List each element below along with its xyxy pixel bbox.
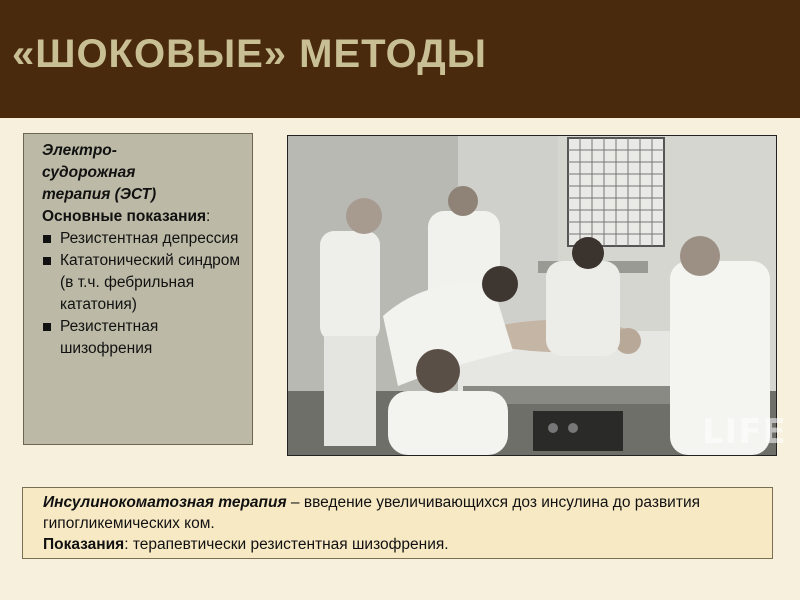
- ect-procedure-photo: [287, 135, 787, 456]
- photo-illustration: [288, 136, 776, 455]
- insulin-definition-text: – введение увеличивающихся доз инсулина до развития гипогликемических ком.: [43, 494, 700, 532]
- bullet-square-icon: [43, 257, 51, 265]
- list-item: [42, 250, 246, 316]
- insulin-indications-label: Показания: [43, 536, 125, 553]
- list-item-text: Кататонический синдром (в т.ч. фебрильная кататония): [60, 252, 241, 313]
- list-item: [42, 228, 246, 250]
- ect-indications-heading: [42, 206, 246, 228]
- insulin-therapy-box: [22, 487, 773, 559]
- list-item-text: Резистентная шизофрения: [60, 318, 159, 357]
- insulin-term: Инсулинокоматозная терапия: [43, 494, 287, 511]
- insulin-indications: [43, 534, 762, 555]
- ect-heading-line2: судорожная: [42, 164, 136, 181]
- bullet-square-icon: [43, 235, 51, 243]
- list-item: [42, 316, 246, 360]
- bullet-square-icon: [43, 323, 51, 331]
- list-item-text: Резистентная депрессия: [60, 230, 239, 247]
- ect-indications-label: Основные показания: [42, 208, 207, 225]
- slide-title: «ШОКОВЫЕ» МЕТОДЫ: [12, 32, 487, 76]
- insulin-definition: [43, 492, 762, 534]
- ect-indications-colon: :: [206, 208, 211, 225]
- life-watermark: LIFE: [702, 412, 787, 452]
- ect-info-box: [23, 133, 253, 445]
- header-band: [0, 0, 800, 118]
- insulin-indications-text: : терапевтически резистентная шизофрения.: [124, 536, 449, 553]
- ect-indications-list: [42, 228, 246, 360]
- ect-heading-line3: терапия (ЭСТ): [42, 186, 157, 203]
- ect-heading-line1: Электро-: [42, 142, 117, 159]
